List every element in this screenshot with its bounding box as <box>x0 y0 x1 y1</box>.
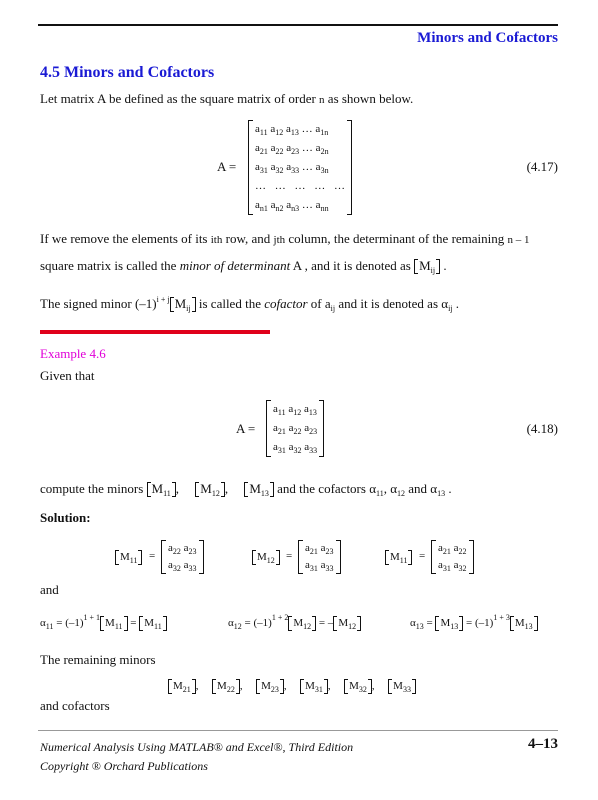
header-title: Minors and Cofactors <box>417 30 558 46</box>
eq417-row-1: $a_{11}$ $a_{12}$ $a_{13}$ … $a_{1n}$ <box>255 123 329 137</box>
remaining-minors: $M_{21}$ , $M_{22}$ , $M_{23}$ , $M_{31}$ , $M_{32}$ , $M_{33}$ <box>168 678 416 694</box>
eq418-row-2: $a_{21}$ $a_{22}$ $a_{23}$ <box>273 422 318 436</box>
para-minor-def-1: If we remove the elements of its ith row, and jth column, the determinant of the remaining n – 1 <box>40 231 530 246</box>
cofactor-eq-2: $\alpha_{12} = (-1)^{1 + 2}$ $M_{12}$ = – $M_{12}$ <box>228 615 361 632</box>
eq418-matrix <box>266 400 324 457</box>
footer-copyright: Copyright ® Orchard Publications <box>40 759 208 773</box>
and-cofactors-label: and cofactors <box>40 698 110 713</box>
eq417-row-3: $a_{31}$ $a_{32}$ $a_{33}$ … $a_{3n}$ <box>255 161 329 175</box>
eq417-row-2: $a_{21}$ $a_{22}$ $a_{23}$ … $a_{2n}$ <box>255 142 329 156</box>
eq417-matrix <box>248 120 352 215</box>
compute-line: compute the minors $M_{11}$ , $M_{12}$ , $M_{13}$ and the cofactors $\alpha_{11}$, $\alpha_{12}$ and $\alpha_{13}$ . <box>40 481 452 498</box>
para-intro: Let matrix A be defined as the square matrix of order n as shown below. <box>40 91 414 106</box>
eq418-lhs: A = <box>236 421 256 436</box>
minor-bracket: $M_{ij}$ <box>414 259 440 274</box>
eq418-row-3: $a_{31}$ $a_{32}$ $a_{33}$ <box>273 441 318 455</box>
cofactor-eq-3: $\alpha_{13} = M_{13} = (-1)^{1 + 3}$ $M_{13}$ <box>410 615 538 632</box>
example-label: Example 4.6 <box>40 346 106 361</box>
signed-minor-bracket: $M_{ij}$ <box>170 297 196 312</box>
remaining-label: The remaining minors <box>40 652 156 667</box>
footer-page-number: 4–13 <box>528 736 558 752</box>
cofactor-eq-1: $\alpha_{11} = (-1)^{1 + 1}$ $M_{11} = M_{11}$ <box>40 615 167 632</box>
eq417-lhs: A = <box>217 159 237 174</box>
eq417-row-5: $a_{n1}$ $a_{n2}$ $a_{n3}$ … $a_{nn}$ <box>255 199 329 213</box>
eq417-row-4: … … … … … <box>255 180 345 192</box>
footer-rule <box>38 730 558 731</box>
solution-label: Solution: <box>40 510 91 525</box>
section-heading: 4.5 Minors and Cofactors <box>40 64 215 81</box>
eq418-row-1: $a_{11}$ $a_{12}$ $a_{13}$ <box>273 403 317 417</box>
example-given: Given that <box>40 368 95 383</box>
para-cofactor-def: The signed minor $(-1)^{i + j}$ $M_{ij}$ is called the cofactor of $a_{ij}$ and it is denoted as $\alpha_{ij}$ . <box>40 295 460 313</box>
eq418-number: (4.18) <box>526 421 558 436</box>
eq417-number: (4.17) <box>526 159 558 174</box>
footer-book-title: Numerical Analysis Using MATLAB® and Excel®, Third Edition <box>40 740 354 754</box>
header-rule <box>38 24 558 26</box>
example-rule <box>40 330 270 334</box>
para-minor-def-2: square matrix is called the minor of determinant A , and it is denoted as $M_{ij}$ . <box>40 258 447 275</box>
and-label: and <box>40 582 59 597</box>
